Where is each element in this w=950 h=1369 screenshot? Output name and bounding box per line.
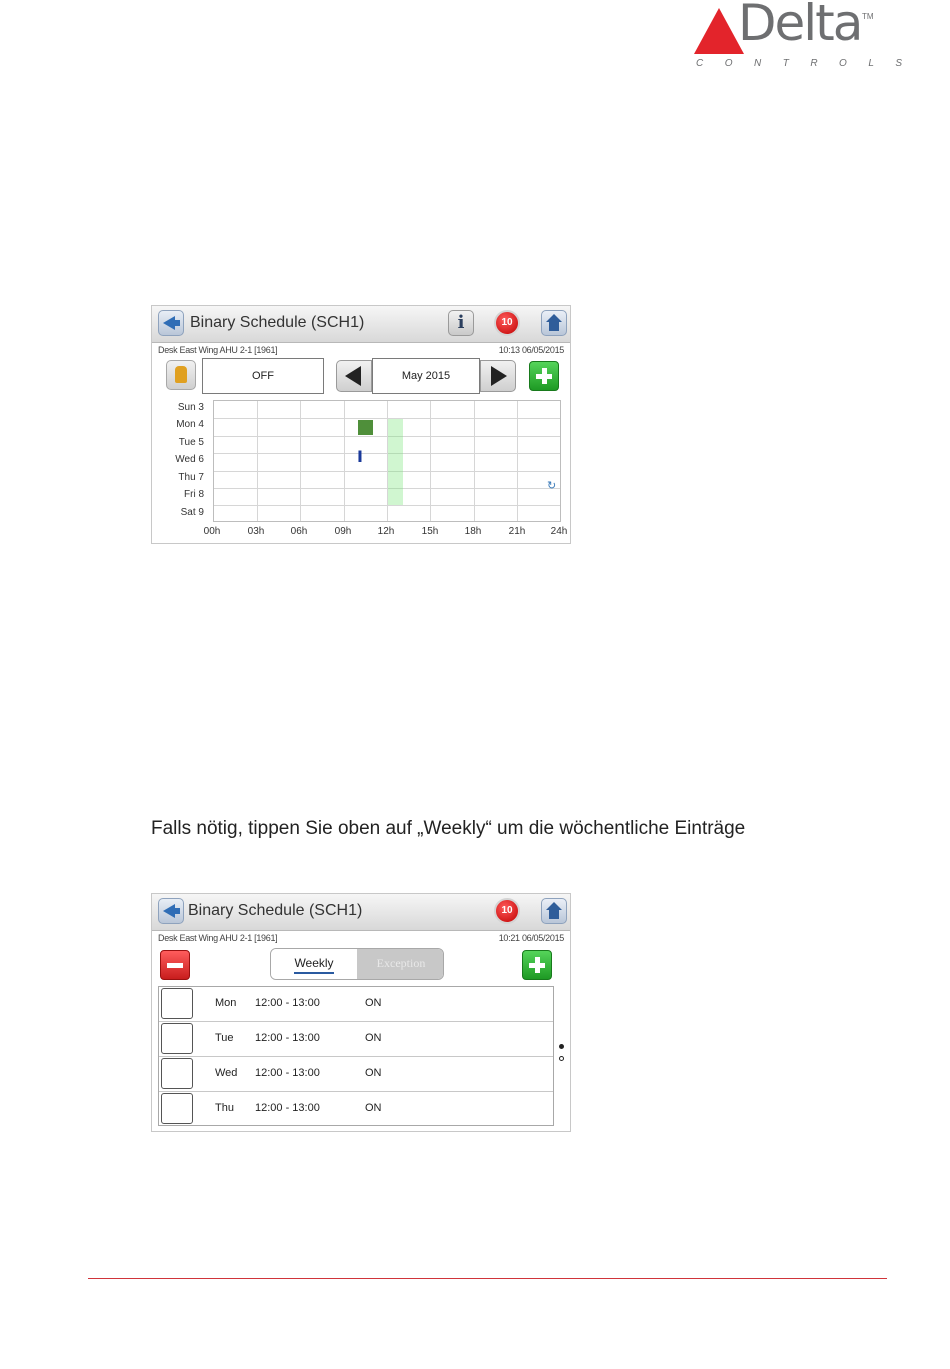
day-label-wed: Wed 6 — [175, 454, 204, 465]
row-value: ON — [365, 997, 382, 1009]
home-button[interactable] — [541, 898, 567, 924]
day-label-thu: Thu 7 — [178, 472, 204, 483]
back-button[interactable] — [158, 898, 184, 924]
day-label-fri: Fri 8 — [184, 489, 204, 500]
hour-label: 09h — [334, 526, 352, 537]
schedule-calendar-screenshot — [151, 305, 571, 544]
device-name: Desk East Wing AHU 2-1 [1961] — [158, 345, 278, 355]
day-label-sat: Sat 9 — [180, 507, 204, 518]
row-time: 12:00 - 13:00 — [255, 1032, 320, 1044]
title-bar — [152, 894, 570, 931]
hour-label: 15h — [421, 526, 439, 537]
previous-month-button[interactable] — [336, 360, 372, 392]
row-checkbox[interactable] — [161, 1058, 193, 1089]
row-value: ON — [365, 1032, 382, 1044]
hour-label: 12h — [377, 526, 395, 537]
row-day: Mon — [215, 997, 237, 1009]
logo-wordmark: Delta — [738, 0, 862, 52]
list-item[interactable] — [159, 1057, 553, 1092]
hand-icon — [175, 366, 187, 383]
hour-label: 21h — [508, 526, 526, 537]
logo-trademark: TM — [862, 12, 874, 21]
row-time: 12:00 - 13:00 — [255, 1102, 320, 1114]
hour-label: 24h — [550, 526, 568, 537]
list-item[interactable] — [159, 1022, 553, 1057]
day-label-tue: Tue 5 — [178, 437, 204, 448]
row-time: 12:00 - 13:00 — [255, 997, 320, 1009]
hour-label: 03h — [247, 526, 265, 537]
add-entry-button[interactable] — [529, 361, 559, 391]
date-time: 10:13 06/05/2015 — [498, 345, 564, 355]
tab-weekly[interactable]: Weekly — [271, 949, 357, 979]
day-label-mon: Mon 4 — [176, 419, 204, 430]
list-item[interactable] — [159, 1092, 553, 1127]
row-checkbox[interactable] — [161, 988, 193, 1019]
row-day: Wed — [215, 1067, 238, 1079]
logo-triangle-icon — [694, 8, 744, 54]
info-button[interactable]: i — [448, 310, 474, 336]
list-item[interactable] — [159, 987, 553, 1022]
screen-title: Binary Schedule (SCH1) — [188, 902, 363, 919]
footer-divider — [88, 1278, 887, 1279]
hour-label: 18h — [464, 526, 482, 537]
weekly-entry-list — [158, 986, 554, 1126]
instruction-text: Falls nötig, tippen Sie oben auf „Weekly“ um die wöchentliche Einträge — [151, 818, 746, 839]
current-state-value: OFF — [202, 358, 324, 394]
add-entry-button[interactable] — [522, 950, 552, 980]
next-month-button[interactable] — [480, 360, 516, 392]
day-label-sun: Sun 3 — [177, 402, 204, 413]
title-bar — [152, 306, 570, 343]
schedule-weekly-screenshot — [151, 893, 571, 1132]
text-cursor-icon: I — [357, 447, 363, 466]
row-day: Thu — [215, 1102, 234, 1114]
current-time-band — [388, 419, 403, 505]
tab-exception[interactable]: Exception — [357, 949, 444, 979]
home-button[interactable] — [541, 310, 567, 336]
alarm-badge-button[interactable]: 10 — [494, 898, 520, 924]
schedule-tabs — [270, 948, 444, 980]
screen-title: Binary Schedule (SCH1) — [190, 314, 365, 331]
remove-entry-button[interactable] — [160, 950, 190, 980]
device-name: Desk East Wing AHU 2-1 [1961] — [158, 933, 278, 943]
row-value: ON — [365, 1102, 382, 1114]
row-time: 12:00 - 13:00 — [255, 1067, 320, 1079]
page-indicator-inactive[interactable] — [559, 1056, 564, 1061]
back-button[interactable] — [158, 310, 184, 336]
row-day: Tue — [215, 1032, 234, 1044]
date-time: 10:21 06/05/2015 — [498, 933, 564, 943]
alarm-badge-button[interactable]: 10 — [494, 310, 520, 336]
manual-override-button[interactable] — [166, 360, 196, 390]
refresh-icon[interactable]: ↻ — [547, 480, 557, 492]
schedule-on-block[interactable] — [358, 420, 373, 435]
delta-controls-logo — [694, 0, 924, 72]
week-schedule-grid[interactable] — [213, 400, 561, 522]
page-indicator-active — [559, 1044, 564, 1049]
row-checkbox[interactable] — [161, 1093, 193, 1124]
logo-tagline: CONTROLS — [696, 58, 924, 69]
row-checkbox[interactable] — [161, 1023, 193, 1054]
row-value: ON — [365, 1067, 382, 1079]
hour-label: 06h — [290, 526, 308, 537]
hour-label: 00h — [203, 526, 221, 537]
month-label: May 2015 — [372, 358, 480, 394]
